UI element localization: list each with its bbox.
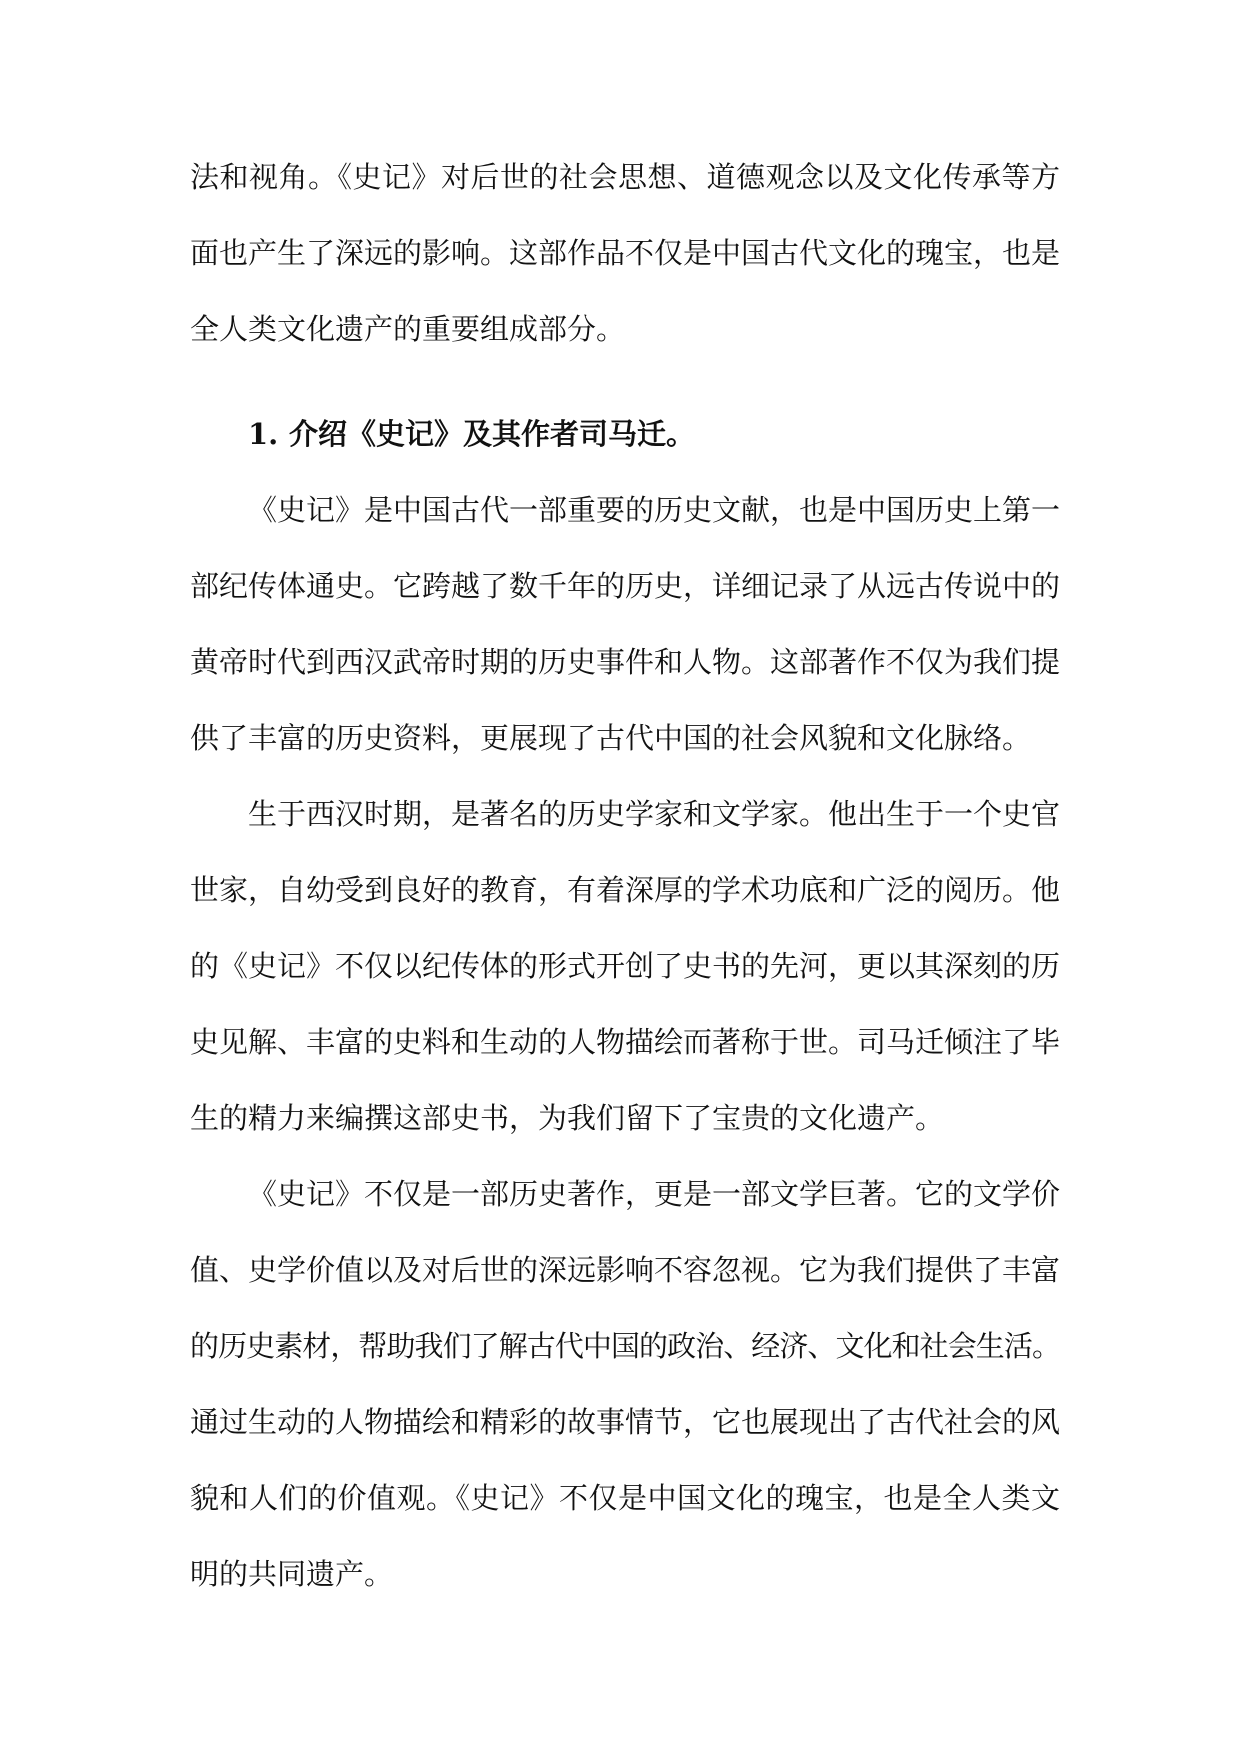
paragraph-sima-qian: [190, 776, 1060, 1156]
paragraph-line: 部纪传体通史。它跨越了数千年的历史，详细记录了从远古传说中的: [190, 569, 1061, 603]
paragraph-line: 值、史学价值以及对后世的深远影响不容忽视。它为我们提供了丰富: [190, 1253, 1061, 1287]
section-heading: [190, 396, 1060, 472]
paragraph-line: 明的共同遗产。: [190, 1557, 394, 1591]
paragraph-line: 黄帝时代到西汉武帝时期的历史事件和人物。这部著作不仅为我们提: [190, 645, 1061, 679]
paragraph-line: 的《史记》不仅以纪传体的形式开创了史书的先河，更以其深刻的历: [190, 949, 1061, 983]
paragraph-line: 全人类文化遗产的重要组成部分。: [190, 312, 626, 346]
intro-paragraph: [190, 139, 1060, 367]
paragraph-shiji-intro: [190, 472, 1060, 776]
paragraph-line: 世家，自幼受到良好的教育，有着深厚的学术功底和广泛的阅历。他: [190, 873, 1061, 907]
paragraph-line: 生的精力来编撰这部史书，为我们留下了宝贵的文化遗产。: [190, 1101, 945, 1135]
paragraph-shiji-value: [190, 1156, 1060, 1612]
document-body: [190, 139, 1060, 1612]
paragraph-line: 史见解、丰富的史料和生动的人物描绘而著称于世。司马迁倾注了毕: [190, 1025, 1061, 1059]
paragraph-line: 法和视角。《史记》对后世的社会思想、道德观念以及文化传承等方: [190, 160, 1060, 194]
paragraph-line: 供了丰富的历史资料，更展现了古代中国的社会风貌和文化脉络。: [190, 721, 1032, 755]
paragraph-line: 面也产生了深远的影响。这部作品不仅是中国古代文化的瑰宝，也是: [190, 236, 1061, 270]
section-title: 介绍《史记》及其作者司马迁。: [289, 417, 696, 451]
paragraph-line: 貌和人们的价值观。《史记》不仅是中国文化的瑰宝，也是全人类文: [190, 1481, 1060, 1515]
paragraph-line: 《史记》是中国古代一部重要的历史文献，也是中国历史上第一: [248, 493, 1061, 527]
section-number: 1.: [248, 417, 279, 451]
paragraph-line: 《史记》不仅是一部历史著作，更是一部文学巨著。它的文学价: [248, 1177, 1061, 1211]
paragraph-line: 生于西汉时期，是著名的历史学家和文学家。他出生于一个史官: [248, 797, 1061, 831]
paragraph-line: 通过生动的人物描绘和精彩的故事情节，它也展现出了古代社会的风: [190, 1405, 1061, 1439]
paragraph-line: 的历史素材，帮助我们了解古代中国的政治、经济、文化和社会生活。: [190, 1329, 1060, 1363]
